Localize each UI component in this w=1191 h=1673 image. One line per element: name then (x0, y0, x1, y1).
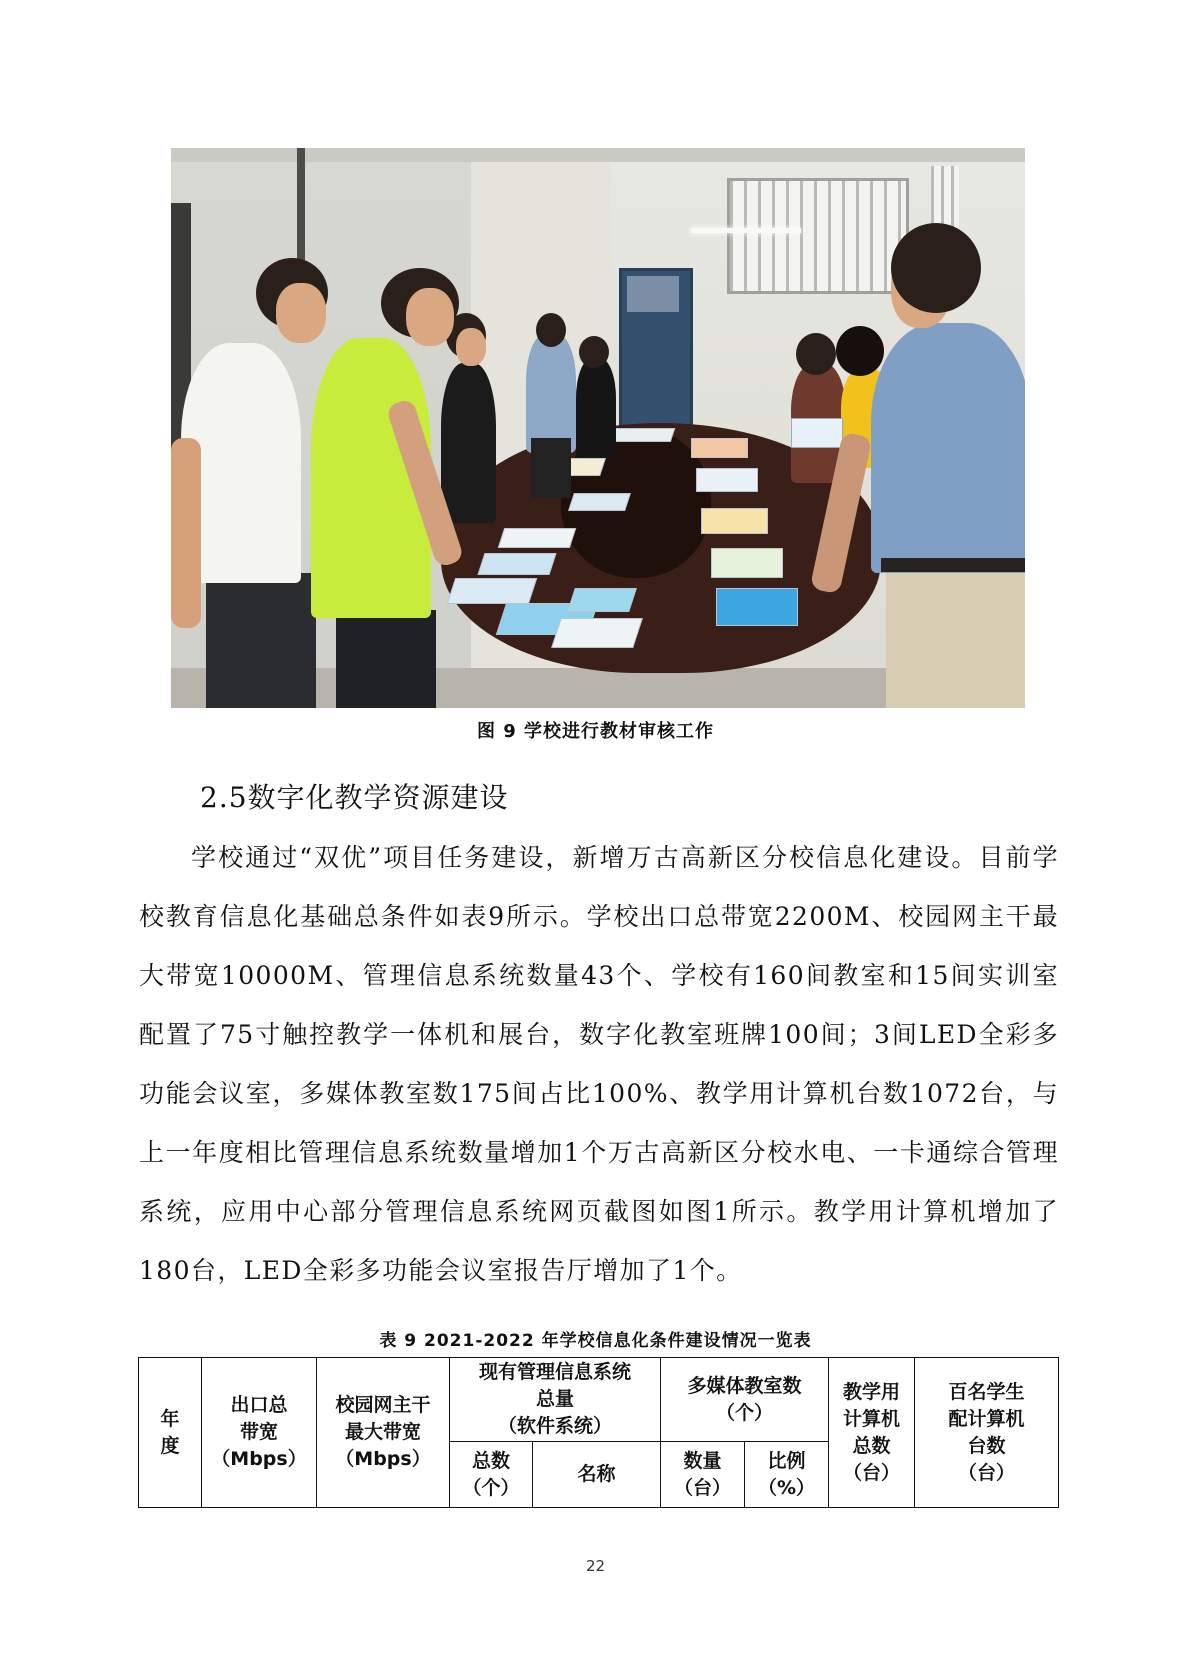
header-per-hundred (915, 1358, 1059, 1508)
header-backbone (317, 1358, 450, 1508)
body-paragraph: 学校通过“双优”项目任务建设，新增万古高新区分校信息化建设。目前学校教育信息化基础总条件如表9所示。学校出口总带宽2200M、校园网主干最大带宽10000M、管理信息系统数量43个、学校有160间教室和15间实训室配置了75寸触控教学一体机和展台，数字化教室班牌100间；3间LED全彩多功能会议室，多媒体教室数175间占比100%、教学用计算机台数1072台，与上一年度相比管理信息系统数量增加1个万古高新区分校水电、一卡通综合管理系统，应用中心部分管理信息系统网页截图如图1所示。教学用计算机增加了180台，LED全彩多功能会议室报告厅增加了1个。 (139, 843, 1059, 1285)
header-line: （台） (843, 1461, 901, 1484)
header-line: 最大带宽 (344, 1421, 421, 1443)
header-line: 总量 (536, 1388, 575, 1410)
header-line: （台） (958, 1461, 1016, 1484)
figure-photo (171, 148, 1025, 708)
header-line: （Mbps） (211, 1448, 307, 1470)
header-line: 年 (160, 1407, 180, 1430)
header-computers (829, 1358, 915, 1508)
header-line: 带宽 (239, 1421, 278, 1443)
header-line: （个） (716, 1401, 774, 1424)
header-year (139, 1358, 202, 1508)
header-line: 多媒体教室数 (687, 1374, 802, 1397)
header-mm-ratio (745, 1442, 829, 1508)
header-line: （%） (758, 1476, 816, 1499)
header-multimedia (661, 1358, 829, 1442)
header-line: 校园网主干 (335, 1394, 431, 1416)
table-title: 表 9 2021-2022 年学校信息化条件建设情况一览表 (379, 1331, 812, 1351)
header-line: 比例 (767, 1449, 806, 1472)
header-line: （Mbps） (335, 1448, 431, 1470)
info-table (138, 1357, 1059, 1508)
header-line: 度 (160, 1434, 180, 1457)
header-line: 总数 (852, 1434, 891, 1457)
header-mis-total (450, 1442, 533, 1508)
header-line: 百名学生 (948, 1380, 1025, 1403)
figure-caption: 图 9 学校进行教材审核工作 (476, 721, 715, 742)
header-line: 出口总 (230, 1394, 288, 1416)
header-line: 计算机 (843, 1407, 901, 1430)
section-heading: 2.5数字化教学资源建设 (200, 781, 509, 814)
header-line: 台数 (967, 1434, 1006, 1457)
header-line: 数量 (683, 1449, 722, 1472)
header-mis-name (533, 1442, 661, 1508)
header-mis (450, 1358, 661, 1442)
header-line: （软件系统） (498, 1415, 613, 1437)
page-number: 22 (585, 1557, 606, 1575)
header-line: 总数 (471, 1449, 510, 1472)
header-line: （台） (674, 1476, 732, 1499)
header-line: 教学用 (843, 1380, 901, 1403)
header-line: 现有管理信息系统 (479, 1361, 632, 1383)
header-line: 名称 (577, 1463, 616, 1485)
header-line: （个） (462, 1476, 520, 1499)
header-bandwidth (202, 1358, 317, 1508)
header-line: 配计算机 (948, 1407, 1025, 1430)
header-mm-count (661, 1442, 745, 1508)
